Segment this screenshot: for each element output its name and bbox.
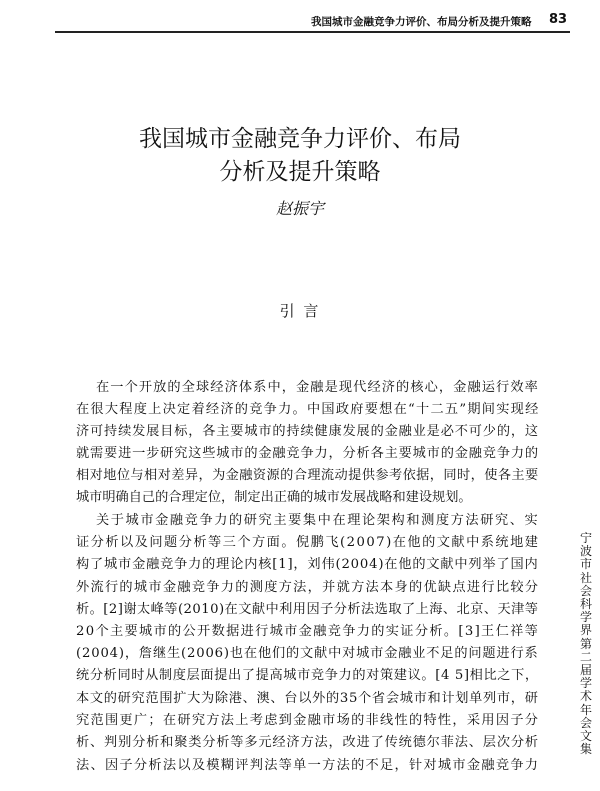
page-number: 83 [549, 12, 568, 27]
body-line: 本文的研究范围扩大为除港、澳、台以外的35个省会城市和计划单列市，研 [76, 691, 539, 706]
author-name: 赵振宇 [275, 199, 324, 218]
running-title: 我国城市金融竞争力评价、布局分析及提升策略 [311, 16, 532, 28]
body-line: 构了城市金融竞争力的理论内核[1]，刘伟(2004)在他的文献中列举了国内 [76, 557, 539, 572]
body-line: (2004)，詹继生(2006)也在他们的文献中对城市金融业不足的问题进行系 [76, 646, 539, 661]
body-line: 析、判别分析和聚类分析等多元经济方法，改进了传统德尔菲法、层次分析 [76, 735, 539, 750]
header-rule [55, 31, 570, 33]
body-line: 析。[2]谢太峰等(2010)在文献中利用因子分析法选取了上海、北京、天津等 [76, 602, 539, 617]
body-line: 关于城市金融竞争力的研究主要集中在理论架构和测度方法研究、实 [96, 513, 540, 528]
body-line: 外流行的城市金融竞争力的测度方法，并就方法本身的优缺点进行比较分 [76, 580, 540, 595]
body-line: 在很大程度上决定着经济的竞争力。中国政府要想在“十二五”期间实现经 [76, 402, 540, 417]
body-line: 就需要进一步研究这些城市的金融竞争力，分析各主要城市的金融竞争力的 [76, 446, 539, 461]
article-title-line2: 分析及提升策略 [219, 159, 381, 185]
body-line: 在一个开放的全球经济体系中，金融是现代经济的核心，金融运行效率 [96, 380, 539, 395]
vertical-sidebar-text: 宁波市社会科学界第二届学术年会文集 [579, 531, 592, 757]
body-line: 统分析同时从制度层面提出了提高城市竞争力的对策建议。[4 5]相比之下， [76, 668, 539, 683]
body-line: 证分析以及问题分析等三个方面。倪鹏飞(2007)在他的文献中系统地建 [76, 535, 540, 550]
section-heading: 引 言 [279, 302, 321, 320]
body-line: 法、因子分析法以及模糊评判法等单一方法的不足，针对城市金融竞争力 [76, 758, 540, 773]
body-line: 相对地位与相对差异，为金融资源的合理流动提供参考依据，同时，使各主要 [76, 468, 539, 483]
body-line: 20个主要城市的公开数据进行城市金融竞争力的实证分析。[3]王仁祥等 [76, 624, 540, 639]
article-title-line1: 我国城市金融竞争力评价、布局 [139, 126, 461, 152]
body-line: 济可持续发展目标，各主要城市的持续健康发展的金融业是必不可少的，这 [76, 424, 539, 439]
body-line: 究范围更广；在研究方法上考虑到金融市场的非线性的特性，采用因子分 [76, 713, 540, 728]
body-line: 城市明确自己的合理定位，制定出正确的城市发展战略和建设规划。 [76, 490, 472, 505]
